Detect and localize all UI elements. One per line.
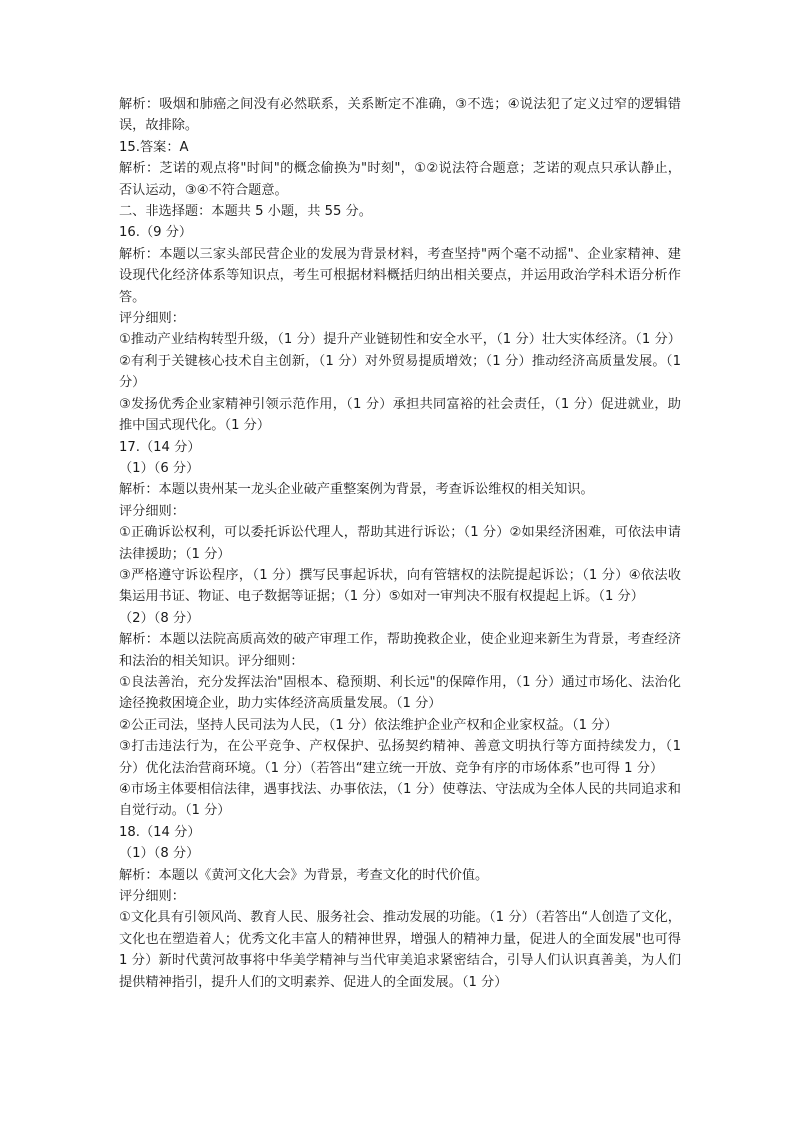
question-17-heading: 17.（14 分） <box>119 439 201 455</box>
paragraph-analysis-18-1: 解析：本题以《黄河文化大会》为背景，考查文化的时代价值。 <box>119 867 489 883</box>
document-body <box>119 94 681 993</box>
paragraph-analysis-15: 解析：芝诺的观点将"时间"的概念偷换为"时刻"，①②说法符合题意；芝诺的观点只承认静止，否认运动，③④不符合题意。 <box>119 161 681 198</box>
question-17-part-1-heading: （1）（6 分） <box>119 460 200 476</box>
question-18-part-1-heading: （1）（8 分） <box>119 846 200 862</box>
paragraph-analysis-16: 解析：本题以三家头部民营企业的发展为背景材料，考查坚持"两个毫不动摇"、企业家精神、建设现代化经济体系等知识点，考生可根据材料概括归纳出相关要点，并运用政治学科术语分析作答。 <box>119 246 681 305</box>
scoring-item-17-1-b: ③严格遵守诉讼程序，（1 分）撰写民事起诉状，向有管辖权的法院提起诉讼；（1 分）④依法收集运用书证、物证、电子数据等证据；（1 分）⑤如对一审判决不服有权提起上诉。（1 分） <box>119 567 681 605</box>
scoring-item-16-a: ①推动产业结构转型升级，（1 分）提升产业链韧性和安全水平，（1 分）壮大实体经济。（1 分）②有利于关键核心技术自主创新，（1 分）对外贸易提质增效；（1 分）推动经济高质量发展。（1 分） <box>119 332 681 391</box>
question-17-part-2-heading: （2）（8 分） <box>119 610 200 626</box>
scoring-item-18-1-a: ①文化具有引领风尚、教育人民、服务社会、推动发展的功能。（1 分）（若答出“人创造了文化，文化也在塑造着人；优秀文化丰富人的精神世界，增强人的精神力量，促进人的全面发展"也可得 1 分）新时代黄河故事将中华美学精神与当代审美追求紧密结合，引导人们认识真善美，为人们提供精神指引，提升人们的文明素养、促进人的全面发展。（1 分） <box>119 910 681 990</box>
question-16-heading: 16.（9 分） <box>119 225 193 241</box>
answer-15: 15.答案：A <box>119 139 189 155</box>
scoring-item-16-b: ③发扬优秀企业家精神引领示范作用，（1 分）承担共同富裕的社会责任，（1 分）促进就业，助推中国式现代化。（1 分） <box>119 396 681 434</box>
scoring-item-17-2-a: ①良法善治，充分发挥法治"固根本、稳预期、利长远"的保障作用，（1 分）通过市场化、法治化途径挽救困境企业，助力实体经济高质量发展。（1 分） <box>119 674 681 712</box>
paragraph-analysis-14: 解析：吸烟和肺癌之间没有必然联系，关系断定不准确，③不选；④说法犯了定义过窄的逻辑错误，故排除。 <box>119 97 681 134</box>
scoring-rules-label-16: 评分细则： <box>119 311 185 327</box>
paragraph-analysis-17-2: 解析：本题以法院高质高效的破产审理工作，帮助挽救企业，使企业迎来新生为背景，考查经济和法治的相关知识。评分细则： <box>119 632 681 669</box>
scoring-item-17-2-b: ②公正司法，坚持人民司法为人民，（1 分）依法维护企业产权和企业家权益。（1 分） <box>119 717 618 733</box>
section-heading-nonchoice: 二、非选择题：本题共 5 小题，共 55 分。 <box>119 204 372 220</box>
question-18-heading: 18.（14 分） <box>119 824 201 840</box>
scoring-rules-label-17-1: 评分细则： <box>119 503 185 519</box>
scoring-item-17-1-a: ①正确诉讼权利，可以委托诉讼代理人，帮助其进行诉讼；（1 分）②如果经济困难，可依法申请法律援助；（1 分） <box>119 525 681 562</box>
scoring-rules-label-18-1: 评分细则： <box>119 889 185 905</box>
paragraph-analysis-17-1: 解析：本题以贵州某一龙头企业破产重整案例为背景，考查诉讼维权的相关知识。 <box>119 482 594 498</box>
scoring-item-17-2-c: ③打击违法行为，在公平竞争、产权保护、弘扬契约精神、善意文明执行等方面持续发力，（1 分）优化法治营商环境。（1 分）（若答出“建立统一开放、竞争有序的市场体系”也可得 1 分） <box>119 739 681 776</box>
scoring-item-17-2-d: ④市场主体要相信法律，遇事找法、办事依法，（1 分）使尊法、守法成为全体人民的共同追求和自觉行动。（1 分） <box>119 782 681 819</box>
